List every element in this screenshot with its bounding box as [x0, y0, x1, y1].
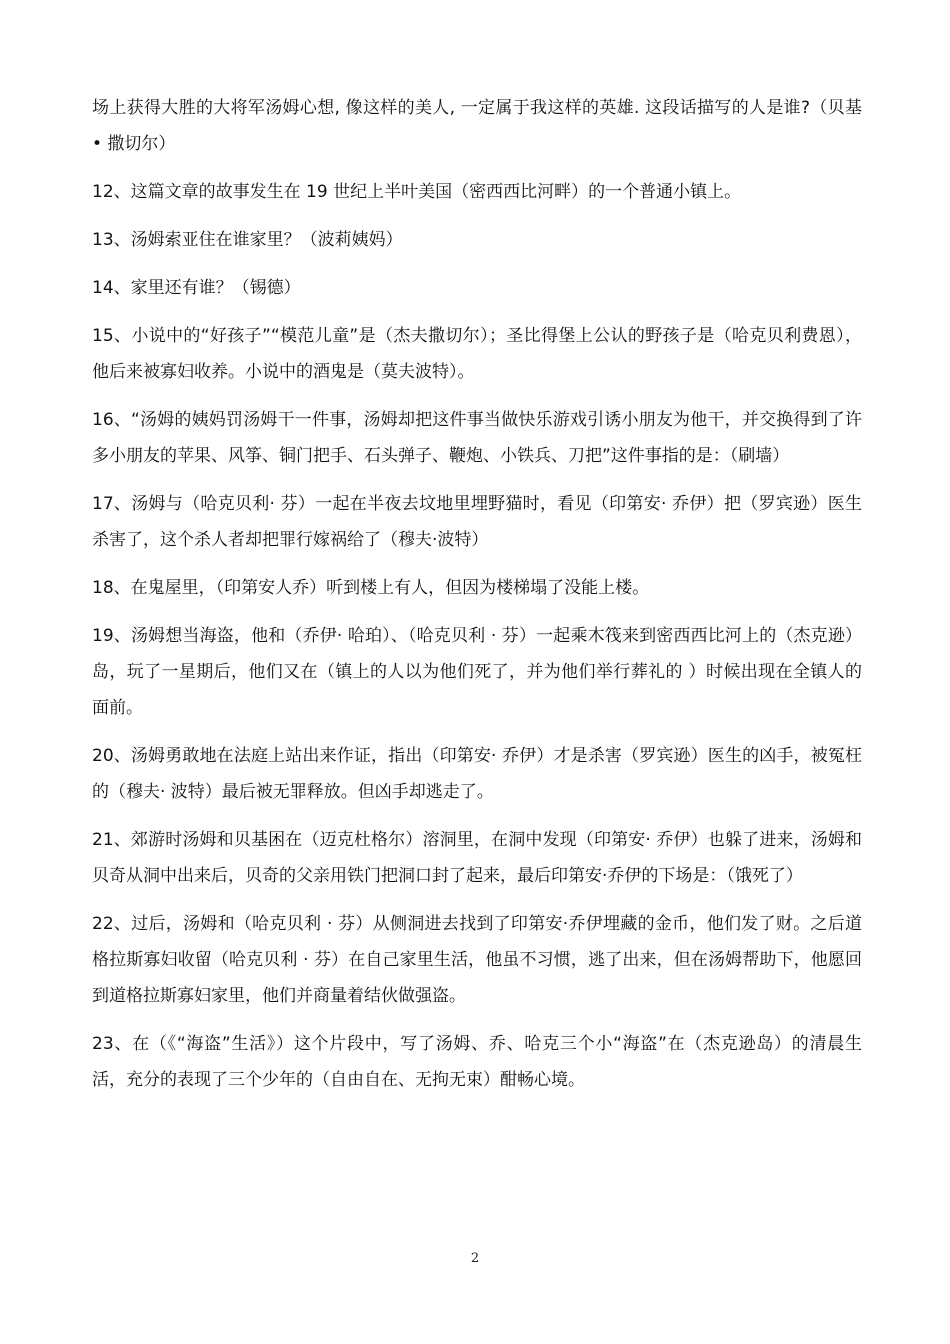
question-22: 22、过后，汤姆和（哈克贝利 · 芬）从侧洞进去找到了印第安·乔伊埋藏的金币，他们发了财。之后道格拉斯寡妇收留（哈克贝利 · 芬）在自己家里生活，他虽不习惯，逃了出来，但在汤姆帮助下，他愿回到道格拉斯寡妇家里，他们并商量着结伙做强盗。: [92, 914, 862, 1006]
question-13: 13、汤姆索亚住在谁家里？（波莉姨妈）: [92, 230, 403, 250]
question-16: 16、“汤姆的姨妈罚汤姆干一件事，汤姆却把这件事当做快乐游戏引诱小朋友为他干，并交换得到了许多小朋友的苹果、风筝、铜门把手、石头弹子、鞭炮、小铁兵、刀把”这件事指的是：（刷墙）: [92, 410, 862, 466]
question-15: 15、小说中的“好孩子”“模范儿童”是（杰夫撒切尔）；圣比得堡上公认的野孩子是（哈克贝利费恩），他后来被寡妇收养。小说中的酒鬼是（莫夫波特）。: [92, 326, 862, 382]
question-17: 17、汤姆与（哈克贝利· 芬）一起在半夜去坟地里埋野猫时，看见（印第安· 乔伊）把（罗宾逊）医生杀害了，这个杀人者却把罪行嫁祸给了（穆夫·波特）: [92, 494, 862, 550]
question-14: 14、家里还有谁？（锡德）: [92, 278, 301, 298]
question-19: 19、汤姆想当海盗，他和（乔伊· 哈珀）、（哈克贝利 · 芬）一起乘木筏来到密西西比河上的（杰克逊）岛，玩了一星期后，他们又在（镇上的人以为他们死了，并为他们举行葬礼的 ）时候出现在全镇人的面前。: [92, 626, 862, 718]
paragraph-continued: 场上获得大胜的大将军汤姆心想, 像这样的美人, 一定属于我这样的英雄. 这段话描写的人是谁?（贝基 • 撒切尔）: [92, 98, 862, 154]
page-number: 2: [470, 1251, 480, 1266]
question-18: 18、在鬼屋里，（印第安人乔）听到楼上有人，但因为楼梯塌了没能上楼。: [92, 578, 650, 598]
question-21: 21、郊游时汤姆和贝基困在（迈克杜格尔）溶洞里，在洞中发现（印第安· 乔伊）也躲了进来，汤姆和贝奇从洞中出来后，贝奇的父亲用铁门把洞口封了起来，最后印第安·乔伊的下场是：（饿死了）: [92, 830, 862, 886]
question-20: 20、汤姆勇敢地在法庭上站出来作证，指出（印第安· 乔伊）才是杀害（罗宾逊）医生的凶手，被冤枉的（穆夫· 波特）最后被无罪释放。但凶手却逃走了。: [92, 746, 862, 802]
document-body: [92, 90, 862, 1110]
question-12: 12、这篇文章的故事发生在 19 世纪上半叶美国（密西西比河畔）的一个普通小镇上。: [92, 182, 742, 202]
question-23: 23、在（《“海盗”生活》）这个片段中，写了汤姆、乔、哈克三个小“海盗”在（杰克逊岛）的清晨生活，充分的表现了三个少年的（自由自在、无拘无束）酣畅心境。: [92, 1034, 862, 1090]
